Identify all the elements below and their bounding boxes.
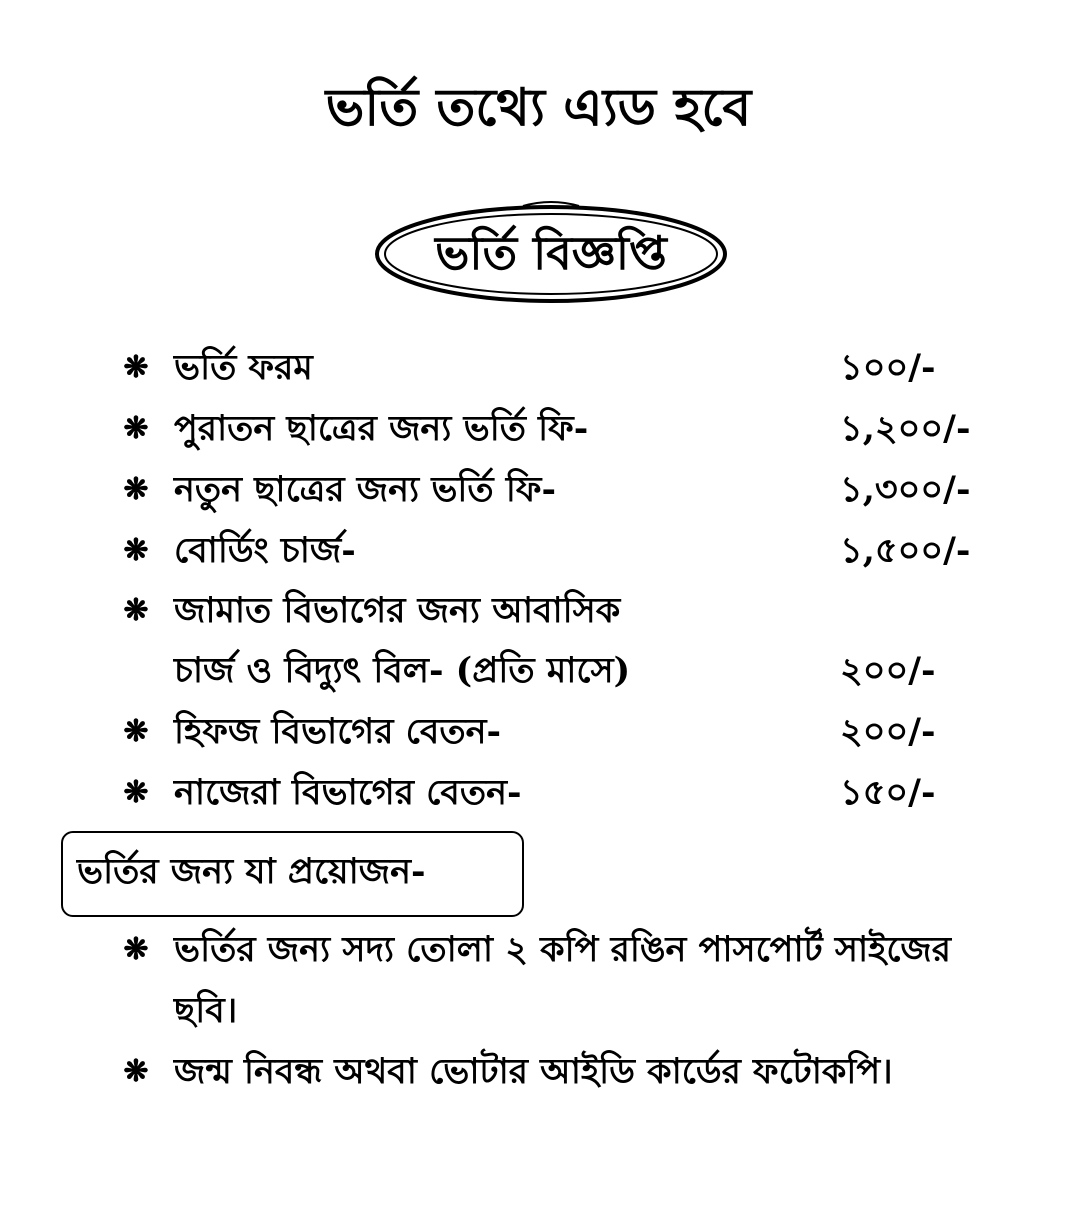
fee-amount: ১,৩০০/- (840, 469, 971, 510)
fee-label: পুরাতন ছাত্রের জন্য ভর্তি ফি- (174, 408, 589, 449)
fee-label: নাজেরা বিভাগের বেতন- (174, 772, 522, 813)
fee-amount: ১,২০০/- (840, 408, 971, 449)
fee-row (118, 460, 1018, 520)
fee-row-continuation (118, 641, 1018, 701)
notice-title: ভর্তি বিজ্ঞপ্তি (435, 226, 667, 280)
bullet-icon: ❋ (123, 932, 149, 967)
fee-row (118, 399, 1018, 459)
page-title: ভর্তি তথ্যে এ্যড হবে (325, 77, 752, 138)
bullet-icon: ❋ (123, 775, 149, 810)
bullet-icon: ❋ (123, 714, 149, 749)
notice-title-badge (373, 200, 729, 304)
bullet-icon: ❋ (123, 350, 149, 385)
bullet-icon: ❋ (123, 533, 149, 568)
requirement-item (118, 1042, 1018, 1102)
requirement-text-line2: ছবি। (174, 990, 238, 1031)
fee-label: নতুন ছাত্রের জন্য ভর্তি ফি- (174, 469, 556, 510)
fee-row (118, 338, 1018, 398)
fee-amount: ২০০/- (840, 711, 936, 752)
fee-label: বোর্ডিং চার্জ- (174, 530, 356, 571)
fee-amount: ১,৫০০/- (840, 530, 971, 571)
fee-label: ভর্তি ফরম (174, 347, 313, 388)
fee-amount: ২০০/- (840, 650, 936, 691)
requirements-heading-box (61, 831, 524, 917)
requirement-text: জন্ম নিবন্ধ অথবা ভোটার আইডি কার্ডের ফটোকপি। (174, 1051, 893, 1092)
bullet-icon: ❋ (123, 472, 149, 507)
fee-label: জামাত বিভাগের জন্য আবাসিক (174, 590, 621, 631)
fee-row (118, 581, 1018, 641)
fee-row (118, 763, 1018, 823)
fee-row (118, 702, 1018, 762)
requirement-item (118, 920, 1018, 980)
bullet-icon: ❋ (123, 411, 149, 446)
bullet-icon: ❋ (123, 593, 149, 628)
fee-label: হিফজ বিভাগের বেতন- (174, 711, 501, 752)
requirements-heading: ভর্তির জন্য যা প্রয়োজন- (77, 851, 426, 892)
requirement-text: ভর্তির জন্য সদ্য তোলা ২ কপি রঙিন পাসপোর্ট সাইজের (174, 929, 951, 970)
bullet-icon: ❋ (123, 1054, 149, 1089)
fee-amount: ১৫০/- (840, 772, 936, 813)
fee-amount: ১০০/- (840, 347, 936, 388)
requirement-item-continuation (118, 981, 1018, 1041)
fee-row (118, 521, 1018, 581)
fee-label-line2: চার্জ ও বিদ্যুৎ বিল- (প্রতি মাসে) (174, 650, 631, 691)
